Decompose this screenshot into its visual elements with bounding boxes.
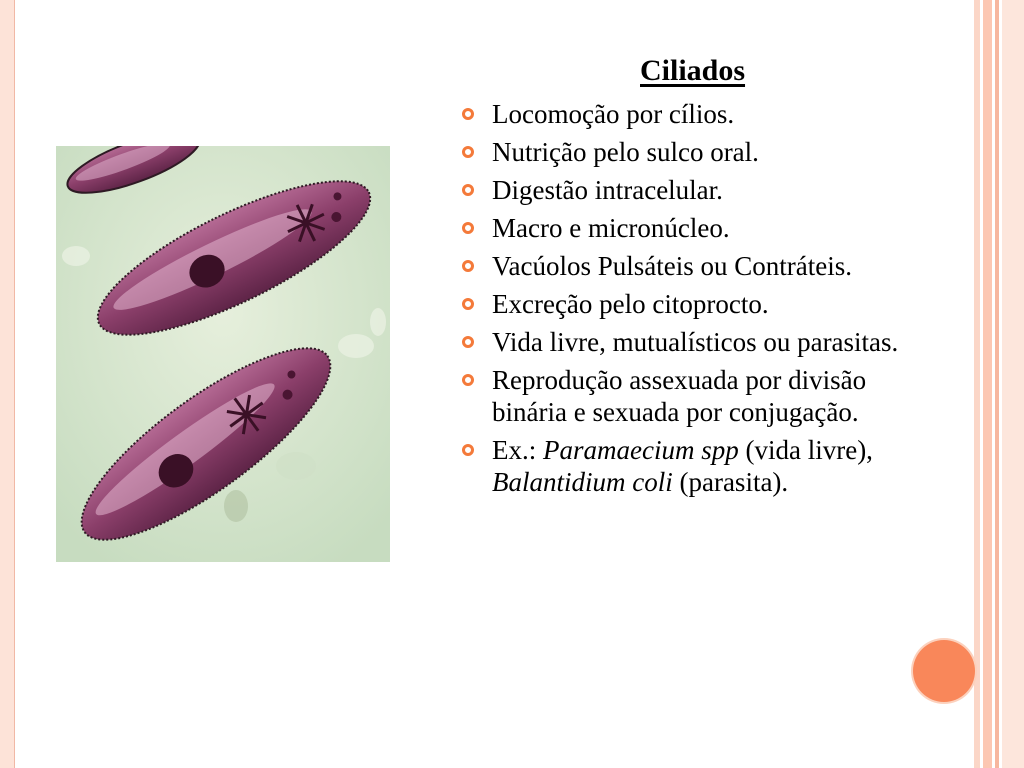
bullet-item	[462, 174, 912, 206]
bullet-text: Digestão intracelular.	[492, 175, 723, 205]
right-stripes-decoration	[974, 0, 1024, 768]
orange-circle-decoration	[913, 640, 975, 702]
bullet-circle-icon	[462, 298, 474, 310]
bullet-circle-icon	[462, 336, 474, 348]
bullet-text: Balantidium coli	[492, 467, 673, 497]
bullet-text: Reprodução assexuada por divisão binária e sexuada por conjugação.	[492, 365, 867, 427]
bullet-circle-icon	[462, 444, 474, 456]
bullet-text: Nutrição pelo sulco oral.	[492, 137, 759, 167]
bullet-text: (vida livre),	[738, 435, 873, 465]
bullet-circle-icon	[462, 146, 474, 158]
bullet-text: Paramaecium spp	[543, 435, 739, 465]
bullet-list	[462, 98, 912, 504]
paramecium-illustration	[56, 146, 390, 562]
bullet-text: (parasita).	[672, 467, 789, 497]
bullet-circle-icon	[462, 260, 474, 272]
bullet-circle-icon	[462, 222, 474, 234]
bullet-item	[462, 288, 912, 320]
bullet-text: Ex.:	[492, 435, 543, 465]
bullet-circle-icon	[462, 108, 474, 120]
left-border-decoration	[0, 0, 15, 768]
bullet-item	[462, 212, 912, 244]
bullet-item	[462, 98, 912, 130]
bullet-item	[462, 250, 912, 282]
slide-title: Ciliados	[640, 54, 746, 87]
bullet-text: Locomoção por cílios.	[492, 99, 735, 129]
bullet-circle-icon	[462, 374, 474, 386]
bullet-text: Vida livre, mutualísticos ou parasitas.	[492, 327, 899, 357]
bullet-item	[462, 136, 912, 168]
bullet-text: Excreção pelo citoprocto.	[492, 289, 769, 319]
bullet-item	[462, 434, 912, 498]
bullet-item	[462, 326, 912, 358]
bullet-item	[462, 364, 912, 428]
bullet-circle-icon	[462, 184, 474, 196]
bullet-text: Macro e micronúcleo.	[492, 213, 730, 243]
bullet-text: Vacúolos Pulsáteis ou Contráteis.	[492, 251, 852, 281]
